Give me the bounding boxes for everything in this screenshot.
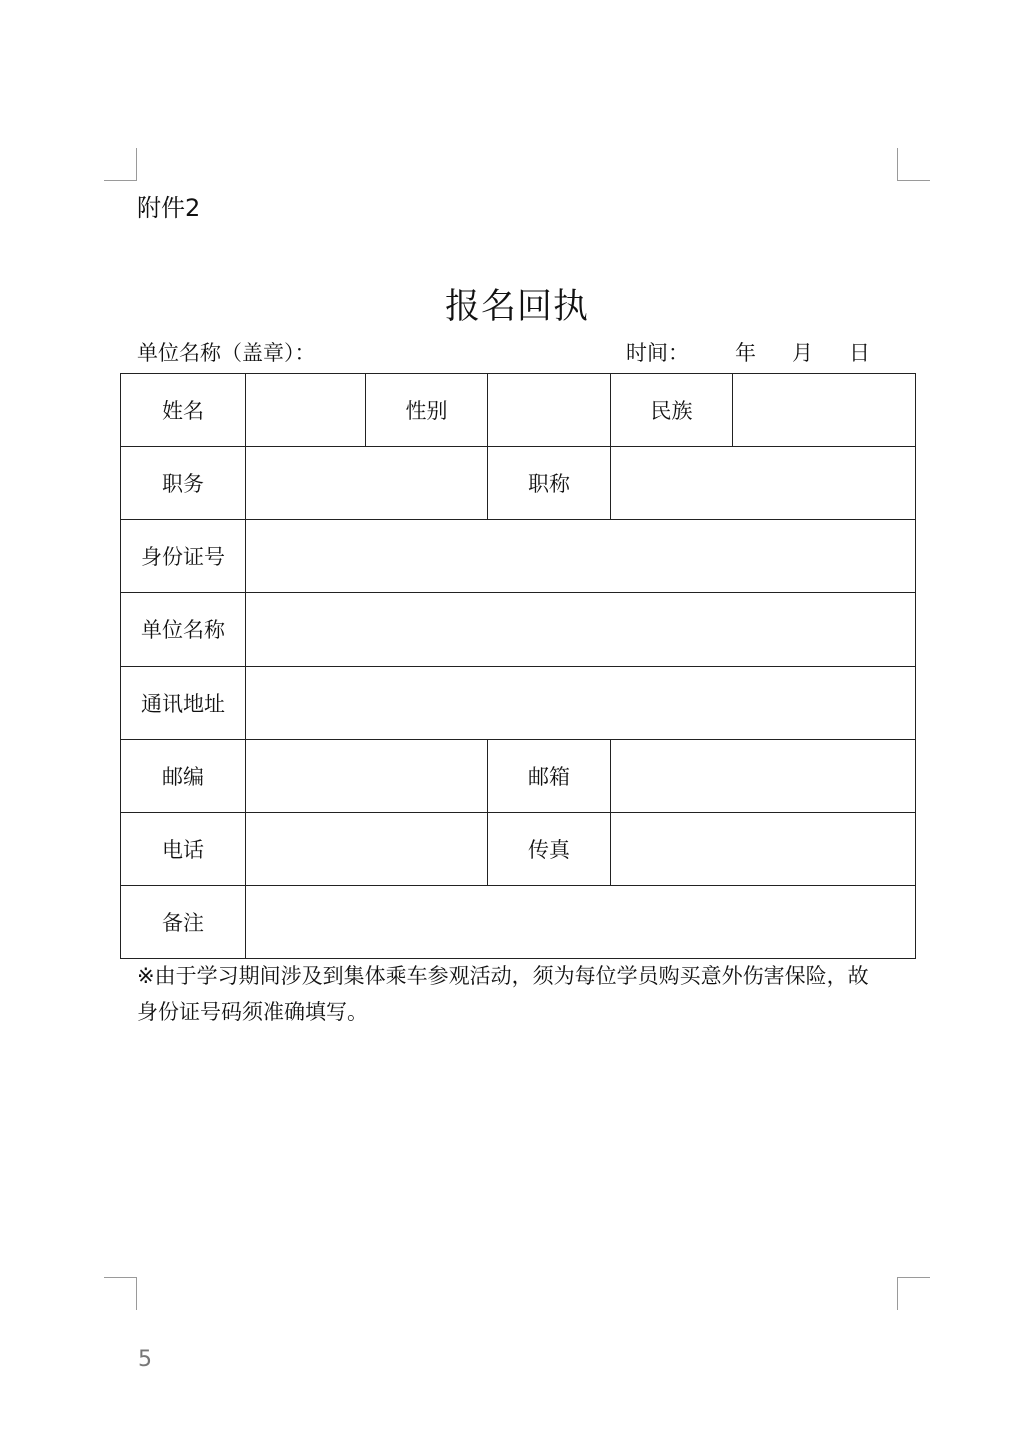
position-label: 职务 [121, 447, 246, 520]
crop-mark-top-right [897, 148, 930, 181]
table-row [121, 447, 916, 520]
professional-title-label: 职称 [488, 447, 611, 520]
id-number-label: 身份证号 [121, 520, 246, 593]
attachment-label: 附件2 [137, 194, 201, 222]
phone-field[interactable] [246, 812, 488, 885]
month-label: 月 [792, 341, 813, 365]
address-field[interactable] [246, 666, 916, 739]
phone-label: 电话 [121, 812, 246, 885]
gender-label: 性别 [366, 374, 488, 447]
ethnicity-label: 民族 [611, 374, 733, 447]
crop-mark-top-left [104, 148, 137, 181]
table-row [121, 812, 916, 885]
name-label: 姓名 [121, 374, 246, 447]
address-label: 通讯地址 [121, 666, 246, 739]
organization-field[interactable] [246, 593, 916, 666]
postcode-label: 邮编 [121, 739, 246, 812]
name-field[interactable] [246, 374, 366, 447]
email-label: 邮箱 [488, 739, 611, 812]
gender-field[interactable] [488, 374, 611, 447]
registration-form-table [120, 373, 916, 959]
crop-mark-bottom-left [104, 1277, 137, 1310]
remarks-field[interactable] [246, 885, 916, 958]
professional-title-field[interactable] [611, 447, 916, 520]
postcode-field[interactable] [246, 739, 488, 812]
fax-label: 传真 [488, 812, 611, 885]
email-field[interactable] [611, 739, 916, 812]
table-row [121, 885, 916, 958]
table-row [121, 739, 916, 812]
remarks-label: 备注 [121, 885, 246, 958]
table-row [121, 374, 916, 447]
organization-label: 单位名称 [121, 593, 246, 666]
ethnicity-field[interactable] [733, 374, 916, 447]
crop-mark-bottom-right [897, 1277, 930, 1310]
position-field[interactable] [246, 447, 488, 520]
table-row [121, 593, 916, 666]
year-label: 年 [735, 341, 756, 365]
id-number-field[interactable] [246, 520, 916, 593]
table-row [121, 666, 916, 739]
table-row [121, 520, 916, 593]
day-label: 日 [849, 341, 870, 365]
insurance-note: ※由于学习期间涉及到集体乘车参观活动，须为每位学员购买意外伤害保险，故身份证号码须准确填写。 [137, 964, 869, 1024]
unit-seal-label: 单位名称（盖章）： [137, 341, 316, 365]
fax-field[interactable] [611, 812, 916, 885]
page-title: 报名回执 [444, 287, 589, 327]
page-number: 5 [138, 1347, 152, 1372]
date-label: 时间： [626, 341, 689, 365]
date-line [626, 338, 870, 368]
